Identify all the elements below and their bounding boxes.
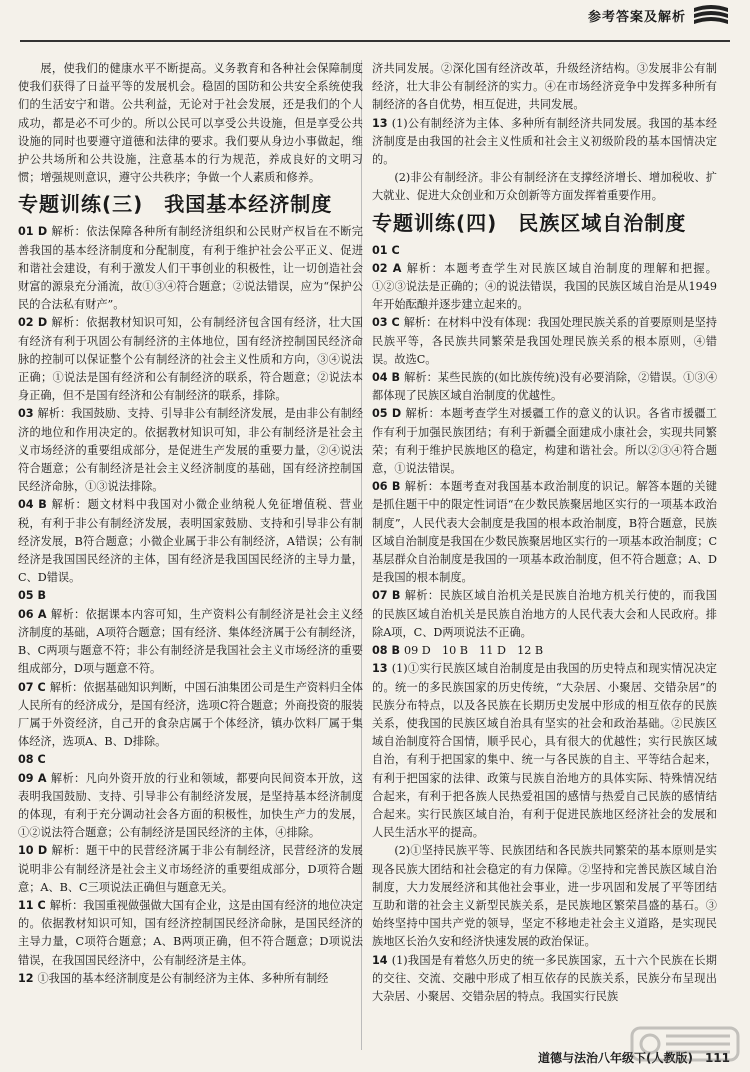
explanation-text: 解析：依据教材知识可知，公有制经济包含国有经济，壮大国有经济有利于巩固公有制经济的主体地位，国有经济控制国民经济命脉的控制可以保证整个公有制经济的社会主义性质和方向，③④说法正确；①说法是国有经济和公有制经济的联系，符合题意；②说法本身正确，但不是国有经济和公有制经济的联系，排除。 — [18, 316, 363, 403]
explanation-text: 解析：在材料中没有体现：我国处理民族关系的首要原则是坚持民族平等，各民族共同繁荣是我国处理民族关系的根本原则，④错误。故选C。 — [372, 316, 717, 366]
left-item — [18, 587, 363, 605]
question-number: 14 — [372, 953, 392, 967]
explanation-text: 解析：依法保障各种所有制经济组织和公民财产权旨在不断完善我国的基本经济制度和分配制度，有利于维护社会公平正义、促进和谐社会建设，有利于激发人们干事创业的积极性，让一切创造社会财富的源泉充分涌流，故①③④符合题意；②说法错误，应为“保护公民的合法私有财产”。 — [18, 225, 363, 312]
question-number: 01 — [18, 225, 38, 239]
question-number: 01 — [372, 243, 392, 257]
intro-paragraph: 展，使我们的健康水平不断提高。义务教育和各种社会保障制度使我们获得了日益平等的发展机会。稳固的国防和公共安全系统使我们的生活安宁和谐。公共利益，无论对于社会发展，还是我们的个人成功，都是必不可少的。所以公民可以享受公共设施，但是享受公共设施的同时也要遵守道德和法律的要求。我们要从身边小事做起，维护公共场所和公共设施，注意基本的行为规范，养成良好的文明习惯；增强规则意识，遵守公共秩序；争做一个人素质和修养。 — [18, 62, 363, 185]
answer-letter: B — [391, 589, 401, 603]
answer-letter: B — [38, 498, 47, 512]
explanation-text: 解析：我国鼓励、支持、引导非公有制经济发展，是由非公有制经济的地位和作用决定的。依据教材知识可知，非公有制经济是社会主义市场经济的重要组成部分，是促进生产发展的重要力量，②④说法符合题意；公有制经济是社会主义经济制度的基础，国有经济控制国民经济命脉，①③说法排除。 — [18, 407, 363, 494]
right-item — [372, 587, 717, 642]
answer-letter: D — [37, 316, 48, 330]
explanation-text: 解析：凡向外资开放的行业和领域，都要向民间资本开放，这表明我国鼓励、支持、引导非公有制经济发展，是坚持基本经济制度的体现，有利于充分调动社会各方面的积极性，加快生产力的发展，①②说法符合题意；公有制经济是国民经济的主体，④排除。 — [18, 771, 363, 840]
answer-letter: D — [37, 225, 48, 239]
right-item — [372, 660, 717, 842]
explanation-text: 解析：本题考查对我国基本政治制度的识记。解答本题的关键是抓住题干中的限定性词语“在少数民族聚居地区实行的一项基本政治制度”，人民代表大会制度是我国的根本政治制度，B符合题意，民族区域自治制度是我国在少数民族聚居地区实行的一项基本政治制度；C基层群众自治制度是我国的一项基本政治制度，但不符合题意；A、D是我国的根本制度。 — [372, 480, 717, 585]
explanation-text: (1)①实行民族区域自治制度是由我国的历史特点和现实情况决定的。统一的多民族国家的历史传统，“大杂居、小聚居、交错杂居”的民族分布特点，以及各民族在长期历史发展中形成的相互依存的民族关系，使我国的民族区域自治具有坚实的社会和政治基础。②民族区域自治制度符合国情，顺乎民心，具有很大的优越性；实行民族区域自治，有利于把国家的集中、统一与各民族的自主、平等结合起来，有利于把国家的法律、政策与民族自治地方的具体实际、特殊情况结合起来，有利于把各族人民热爱祖国的感情与热爱自己民族的感情结合起来。实行民族区域自治，有利于促进民族地区经济社会的发展和人民生活水平的提高。 — [372, 662, 717, 840]
right-column — [372, 60, 717, 1006]
right-item — [372, 314, 717, 369]
page-header — [0, 0, 750, 56]
left-item — [18, 842, 363, 897]
explanation-text: (1)我国是有着悠久历史的统一多民族国家，五十六个民族在长期的交往、交流、交融中形成了相互依存的民族关系，民族分布呈现出大杂居、小聚居、交错杂居的特点。我国实行民族 — [372, 953, 717, 1003]
continuation-paragraph: 济共同发展。②深化国有经济改革，升级经济结构。③发展非公有制经济，壮大非公有制经济的实力。④在市场经济竞争中发挥多种所有制经济的各自优势，相互促进，共同发展。 — [372, 62, 717, 112]
question-number: 02 — [372, 261, 393, 275]
right-answer-list — [372, 242, 717, 1007]
right-item — [372, 405, 717, 478]
explanation-text: 解析：本题考查学生对民族区域自治制度的理解和把握。①②③说法是正确的；④的说法错误，我国的民族区域自治是从1949年开始酝酿并逐步建立起来的。 — [372, 261, 717, 312]
question-number: 04 — [372, 371, 392, 385]
right-item — [372, 952, 717, 1007]
question-number: 03 — [372, 316, 392, 330]
page-footer: 道德与法治八年级下(人教版) 111 — [537, 1051, 730, 1065]
question-number: 07 — [372, 589, 392, 603]
answer-letter: C — [37, 898, 46, 912]
header-title: 参考答案及解析 — [587, 10, 686, 25]
question-number: 09 — [18, 771, 38, 785]
question-number: 08 — [372, 644, 392, 658]
book-logo-icon — [692, 2, 730, 28]
right-item — [372, 642, 717, 660]
question-number: 12 — [18, 971, 38, 985]
right-item — [372, 242, 717, 260]
right-item — [372, 260, 717, 315]
left-item — [18, 314, 363, 405]
left-item — [18, 606, 363, 679]
answer-letter: A — [37, 771, 47, 785]
answer-letter: A — [37, 607, 47, 621]
left-item — [18, 223, 363, 314]
question-number: 08 — [18, 753, 38, 767]
question-number: 10 — [18, 844, 38, 858]
left-column — [18, 60, 363, 988]
explanation-text: 解析：题文材料中我国对小微企业纳税人免征增值税、营业税，有利于非公有制经济发展，表明国家鼓励、支持和引导非公有制经济发展，B符合题意；小微企业属于非公有制经济，A错误；公有制经济是我国国民经济的主体，国有经济是我国国民经济的主导力量，C、D错误。 — [18, 498, 363, 585]
explanation-text: 解析：民族区域自治机关是民族自治地方机关行使的，而我国的民族区域自治机关是民族自治地方的人民代表大会和人民政府。排除A项，C、D两项说法不正确。 — [372, 589, 717, 639]
question-number: 05 — [372, 407, 392, 421]
answer-letter: C — [37, 753, 46, 767]
answer-letter: A — [392, 261, 402, 275]
answer-letter: B — [391, 371, 401, 385]
q13-part2: (2)非公有制经济。非公有制经济在支撑经济增长、增加税收、扩大就业、促进大众创业和万众创新等方面发挥着重要作用。 — [372, 171, 717, 203]
answer-letter: C — [37, 680, 46, 694]
right-item — [372, 478, 717, 587]
question-number: 07 — [18, 680, 38, 694]
answer-letter: D — [391, 407, 402, 421]
question-number: 13 — [372, 662, 392, 676]
left-item — [18, 970, 363, 988]
explanation-text: 解析：某些民族的(如比族传统)没有必要消除，②错误。①③④都体现了民族区域自治制度的优越性。 — [372, 371, 718, 403]
left-item — [18, 496, 363, 587]
section-title-3: 专题训练(三) 我国基本经济制度 — [18, 192, 333, 217]
left-item — [18, 770, 363, 843]
question-number: 02 — [18, 316, 38, 330]
question-number: 11 — [18, 898, 38, 912]
right-item — [372, 842, 717, 951]
left-answer-list — [18, 223, 363, 988]
section-title-4: 专题训练(四) 民族区域自治制度 — [372, 210, 687, 235]
question-number: 06 — [372, 480, 392, 494]
watermark-stamp — [630, 1024, 740, 1064]
answer-letter: D — [37, 844, 48, 858]
header-rule — [20, 40, 730, 42]
question-number: 03 — [18, 407, 38, 421]
left-item — [18, 897, 363, 970]
left-item — [18, 679, 363, 752]
left-item — [18, 405, 363, 496]
explanation-text: 09 D 10 B 11 D 12 B — [404, 644, 544, 658]
explanation-text: 解析：本题考查学生对援疆工作的意义的认识。各省市援疆工作有利于加强民族团结；有利于新疆全面建成小康社会，实现共同繁荣；有利于维护民族地区的稳定，构建和谐社会。所以②③④符合题意，①说法错误。 — [372, 407, 717, 476]
explanation-text: 解析：我国重视做强做大国有企业，这是由国有经济的地位决定的。依据教材知识可知，国有经济控制国民经济命脉，是国民经济的主导力量，C项符合题意；A、B两项正确，但不符合题意；D项说法错误，在我国国民经济中，公有制经济是主体。 — [18, 898, 363, 967]
answer-letter: B — [391, 480, 401, 494]
answer-letter: C — [391, 243, 400, 257]
explanation-text: 解析：依据课本内容可知，生产资料公有制经济是社会主义经济制度的基础，A项符合题意；国有经济、集体经济属于公有制经济，B、C两项与题意不符；非公有制经济是我国社会主义市场经济的重要组成部分，D项与题意不符。 — [18, 607, 363, 676]
question-number: 04 — [18, 498, 39, 512]
answer-letter: C — [391, 316, 400, 330]
explanation-text: (2)①坚持民族平等、民族团结和各民族共同繁荣的基本原则是实现各民族大团结和社会稳定的有力保障。②坚持和完善民族区域自治制度，大力发展经济和其他社会事业，进一步巩固和发展了平等团结互助和谐的社会主义新型民族关系，是民族地区繁荣昌盛的基石。③始终坚持中国共产党的领导，坚定不移地走社会主义道路，是实现民族地区长治久安和经济快速发展的政治保证。 — [372, 844, 717, 949]
answer-letter: B — [391, 644, 400, 658]
explanation-text: 解析：依据基础知识判断，中国石油集团公司是生产资料归全体人民所有的经济成分，是国有经济，选项C符合题意；外商投资的服装厂属于外资经济，自己开的食杂店属于个体经济，镇办饮料厂属于集体经济，选项A、B、D排除。 — [18, 680, 363, 749]
explanation-text: ①我国的基本经济制度是公有制经济为主体、多种所有制经 — [37, 971, 329, 985]
q13-part1: 13 (1)公有制经济为主体、多种所有制经济共同发展。我国的基本经济制度是由我国的社会主义性质和社会主义初级阶段的基本国情决定的。 — [372, 116, 717, 167]
question-number: 06 — [18, 607, 38, 621]
left-item — [18, 751, 363, 769]
explanation-text: 解析：题干中的民营经济属于非公有制经济，民营经济的发展说明非公有制经济是社会主义市场经济的重要组成部分，D项符合题意；A、B、C三项说法正确但与题意无关。 — [18, 844, 363, 894]
answer-letter: B — [37, 589, 46, 603]
right-item — [372, 369, 717, 405]
question-number: 05 — [18, 589, 38, 603]
